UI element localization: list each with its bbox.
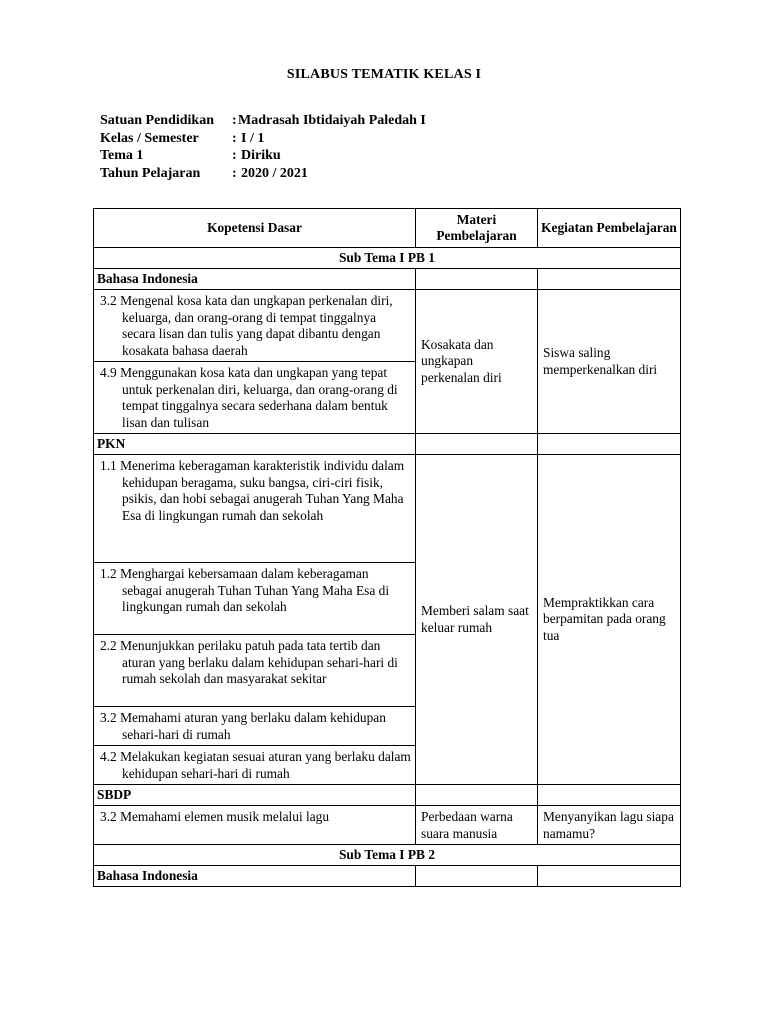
info-value: Madrasah Ibtidaiyah Paledah I (238, 113, 426, 128)
kd-cell (94, 362, 416, 434)
kd-text: 4.9 Menggunakan kosa kata dan ungkapan yang tepat untuk perkenalan diri, keluarga, dan orang-orang di tempat tinggalnya secara sederhana dalam bentuk lisan dan tulisan (100, 365, 398, 430)
table-row (94, 290, 681, 362)
kd-text: 1.2 Menghargai kebersamaan dalam keberagaman sebagai anugerah Tuhan Tuhan Yang Maha Esa di lingkungan rumah dan sekolah (100, 566, 390, 614)
empty-cell (416, 434, 538, 455)
info-label: Satuan Pendidikan (100, 113, 214, 128)
info-row-kelas (100, 130, 426, 148)
subtema-row (94, 248, 681, 269)
header-materi: Materi Pembelajaran (416, 209, 538, 248)
header-kd: Kopetensi Dasar (94, 209, 416, 248)
kd-text: 3.2 Mengenal kosa kata dan ungkapan perkenalan diri, keluarga, dan orang-orang di tempat tinggalnya secara lisan dan tulis yang dapat dibantu dengan kosakata bahasa daerah (100, 293, 393, 358)
subject-bahasa-indonesia: Bahasa Indonesia (94, 269, 416, 290)
subject-sbdp: SBDP (94, 785, 416, 806)
kd-text: 2.2 Menunjukkan perilaku patuh pada tata tertib dan aturan yang berlaku dalam kehidupan sehari-hari di rumah sekolah dan masyarakat sekitar (100, 638, 398, 686)
kd-text: 1.1 Menerima keberagaman karakteristik individu dalam kehidupan beragama, suku bangsa, ciri-ciri fisik, psikis, dan hobi sebagai anugerah Tuhan Yang Maha Esa di lingkungan rumah dan sekolah (100, 458, 405, 523)
kd-text: 3.2 Memahami elemen musik melalui lagu (100, 809, 330, 824)
kd-text: 4.2 Melakukan kegiatan sesuai aturan yang berlaku dalam kehidupan sehari-hari di rumah (100, 749, 411, 781)
table-row (94, 806, 681, 845)
info-sep: : (232, 113, 237, 128)
table-row (94, 455, 681, 563)
syllabus-table (93, 208, 681, 887)
kegiatan-cell: Mempraktikkan cara berpamitan pada orang tua (538, 455, 681, 785)
info-value: I / 1 (241, 130, 265, 146)
subtema-1-label: Sub Tema I PB 1 (94, 248, 681, 269)
kd-cell (94, 290, 416, 362)
info-sep: : (232, 165, 237, 181)
subject-row (94, 434, 681, 455)
info-value: 2020 / 2021 (241, 165, 308, 181)
empty-cell (538, 866, 681, 887)
subtema-2-label: Sub Tema I PB 2 (94, 845, 681, 866)
kd-cell (94, 806, 416, 845)
kegiatan-cell: Menyanyikan lagu siapa namamu? (538, 806, 681, 845)
kd-cell (94, 746, 416, 785)
subject-row (94, 866, 681, 887)
empty-cell (538, 269, 681, 290)
header-kegiatan: Kegiatan Pembelajaran (538, 209, 681, 248)
subject-pkn: PKN (94, 434, 416, 455)
empty-cell (538, 434, 681, 455)
empty-cell (538, 785, 681, 806)
subject-row (94, 269, 681, 290)
empty-cell (416, 269, 538, 290)
info-value: Diriku (241, 148, 281, 163)
subject-row (94, 785, 681, 806)
empty-cell (416, 785, 538, 806)
materi-cell: Perbedaan warna suara manusia (416, 806, 538, 845)
table-header-row (94, 209, 681, 248)
kd-cell (94, 707, 416, 746)
info-label: Kelas / Semester (100, 130, 199, 146)
kd-text: 3.2 Memahami aturan yang berlaku dalam kehidupan sehari-hari di rumah (100, 710, 386, 742)
kd-cell (94, 455, 416, 563)
document-title: SILABUS TEMATIK KELAS I (286, 67, 482, 82)
info-label: Tema 1 (100, 148, 144, 163)
kd-cell (94, 635, 416, 707)
info-row-tahun (100, 165, 426, 183)
info-block (100, 112, 426, 182)
info-sep: : (232, 148, 237, 163)
info-label: Tahun Pelajaran (100, 165, 201, 181)
info-sep: : (232, 130, 237, 146)
info-row-tema (100, 147, 426, 165)
empty-cell (416, 866, 538, 887)
kd-cell (94, 563, 416, 635)
info-row-satuan (100, 112, 426, 130)
materi-cell: Kosakata dan ungkapan perkenalan diri (416, 290, 538, 434)
subtema-row (94, 845, 681, 866)
materi-cell: Memberi salam saat keluar rumah (416, 455, 538, 785)
kegiatan-cell: Siswa saling memperkenalkan diri (538, 290, 681, 434)
subject-bahasa-indonesia-2: Bahasa Indonesia (94, 866, 416, 887)
